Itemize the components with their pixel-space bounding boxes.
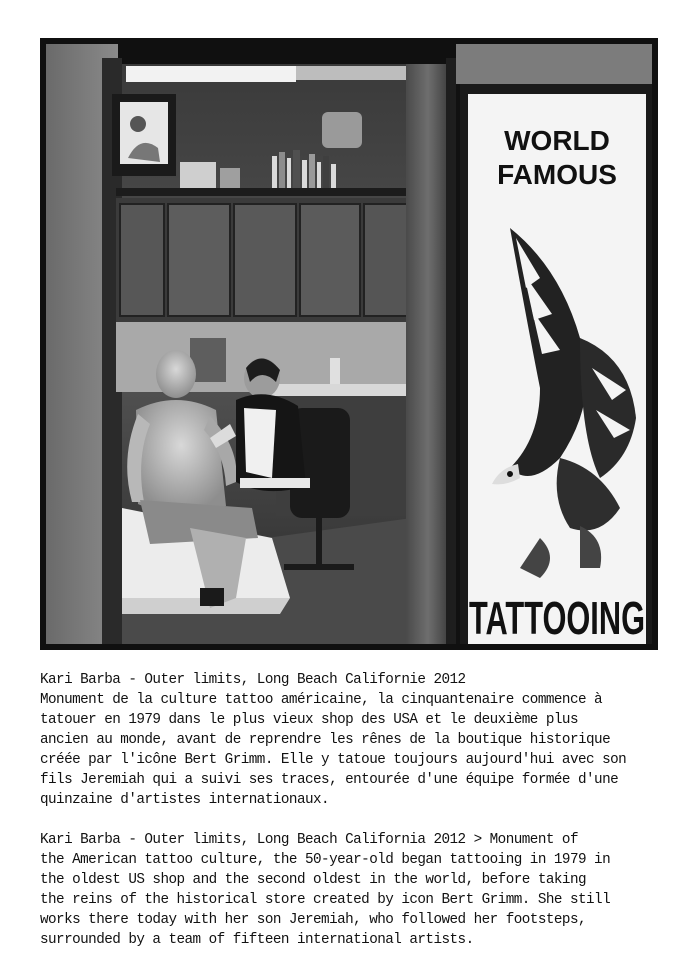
caption: [40, 670, 672, 950]
caption-fr-line: fils Jeremiah qui a suivi ses traces, entourée d'une équipe formée d'une: [40, 772, 619, 788]
poster-text-tattooing: TATTOOING: [469, 592, 645, 644]
poster-text-famous: FAMOUS: [497, 159, 617, 190]
caption-en-line: the oldest US shop and the second oldest in the world, before taking: [40, 872, 587, 888]
upper-cabinets: [116, 198, 412, 322]
world-famous-tattooing-poster: [458, 84, 652, 644]
tattoo-shop-photo: [40, 38, 658, 650]
caption-en-line: the American tattoo culture, the 50-year-old began tattooing in 1979 in: [40, 852, 611, 868]
caption-en-line: works there today with her son Jeremiah, who followed her footsteps,: [40, 912, 587, 928]
caption-fr-line: créée par l'icône Bert Grimm. Elle y tatoue toujours aujourd'hui avec son: [40, 752, 627, 768]
caption-french: [40, 670, 672, 810]
caption-fr-line: tatouer en 1979 dans le plus vieux shop des USA et le deuxième plus: [40, 712, 578, 728]
door-frame-right: [406, 64, 450, 644]
caption-fr-line: Kari Barba - Outer limits, Long Beach Californie 2012: [40, 672, 466, 688]
caption-en-line: surrounded by a team of fifteen international artists.: [40, 932, 474, 948]
caption-en-line: Kari Barba - Outer limits, Long Beach California 2012 > Monument of: [40, 832, 578, 848]
caption-en-line: the reins of the historical store created by icon Bert Grimm. She still: [40, 892, 611, 908]
caption-fr-line: quinzaine d'artistes internationaux.: [40, 792, 330, 808]
caption-english: [40, 830, 672, 950]
caption-fr-line: ancien au monde, avant de reprendre les rênes de la boutique historique: [40, 732, 611, 748]
caption-spacer: [40, 810, 672, 830]
caption-fr-line: Monument de la culture tattoo américaine, la cinquantenaire commence à: [40, 692, 603, 708]
poster-text-world: WORLD: [504, 125, 610, 156]
